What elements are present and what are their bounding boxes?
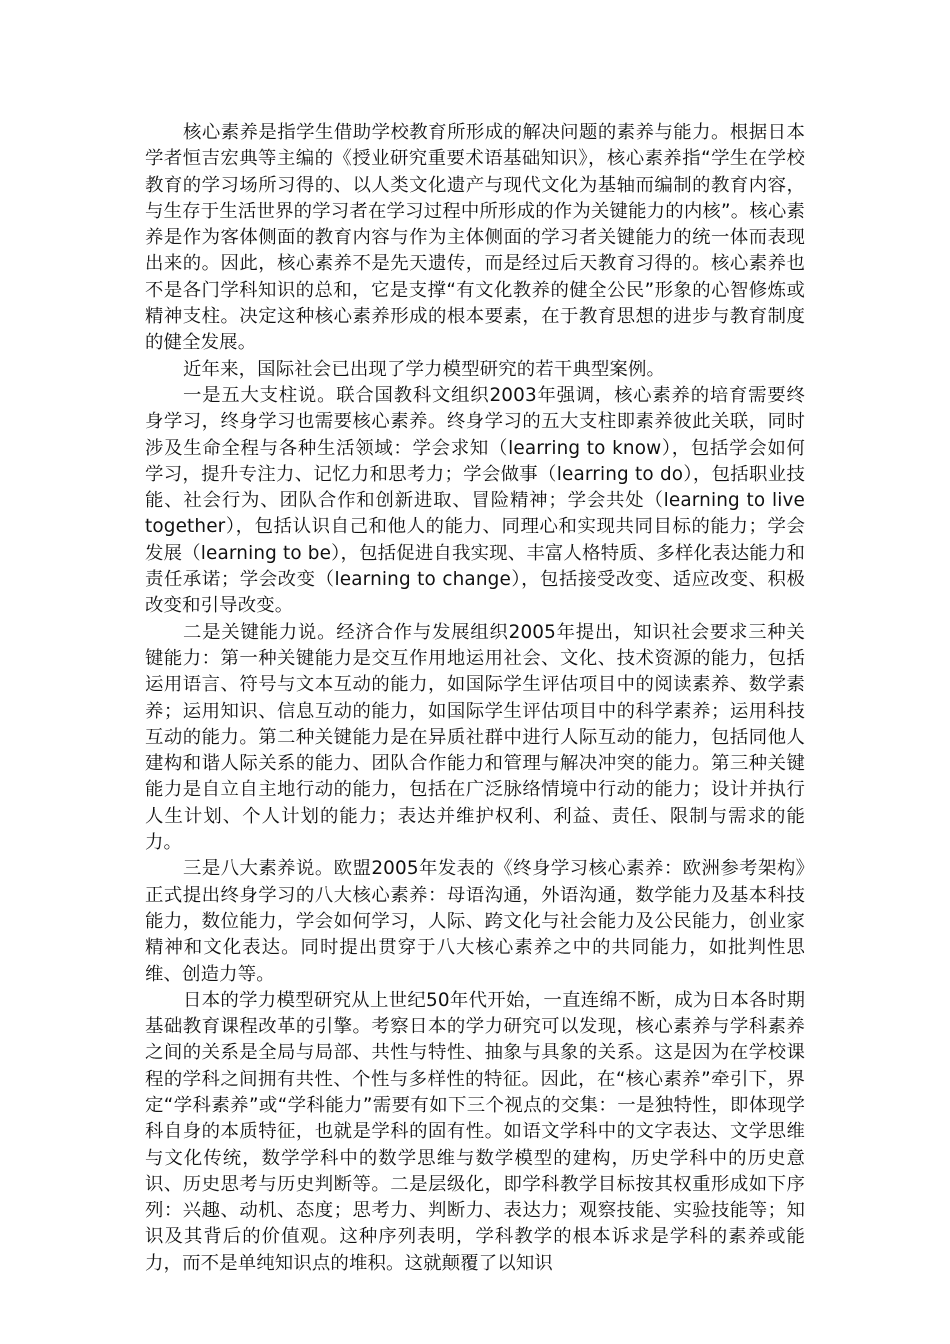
paragraph-international-cases-intro: 近年来，国际社会已出现了学力模型研究的若干典型案例。 [183,358,666,380]
paragraph-key-competencies: 二是关键能力说。经济合作与发展组织2005年提出，知识社会要求三种关键能力：第一种关键能力是交互作用地运用社会、文化、技术资源的能力，包括运用语言、符号与文本互动的能力，如国际学生评估项目中的阅读素养、数学素养；运用知识、信息互动的能力，如国际学生评估项目中的科学素养；运用科技互动的能力。第二种关键能力是在异质社群中进行人际互动的能力，包括同他人建构和谐人际关系的能力、团队合作能力和管理与解决冲突的能力。第三种关键能力是自立自主地行动的能力，包括在广泛脉络情境中行动的能力；设计并执行人生计划、个人计划的能力；表达并维护权利、利益、责任、限制与需求的能力。 [145,621,805,854]
paragraph-core-literacy-definition: 核心素养是指学生借助学校教育所形成的解决问题的素养与能力。根据日本学者恒吉宏典等主编的《授业研究重要术语基础知识》，核心素养指“学生在学校教育的学习场所习得的、以人类文化遗产与现代文化为基轴而编制的教育内容，与生存于生活世界的学习者在学习过程中所形成的作为关键能力的内核”。核心素养是作为客体侧面的教育内容与作为主体侧面的学习者关键能力的统一体而表现出来的。因此，核心素养不是先天遗传，而是经过后天教育习得的。核心素养也不是各门学科知识的总和，它是支撑“有文化教养的健全公民”形象的心智修炼或精神支柱。决定这种核心素养形成的根本要素，在于教育思想的进步与教育制度的健全发展。 [145,122,805,354]
paragraph-five-pillars: 一是五大支柱说。联合国教科文组织2003年强调，核心素养的培育需要终身学习，终身学习也需要核心素养。终身学习的五大支柱即素养彼此关联，同时涉及生命全程与各种生活领域：学会求知（learring to know），包括学会如何学习，提升专注力、记忆力和思考力；学会做事（learring to do），包括职业技能、社会行为、团队合作和创新进取、冒险精神；学会共处（learning to live together），包括认识自己和他人的能力、同理心和实现共同目标的能力；学会发展（learning to be），包括促进自我实现、丰富人格特质、多样化表达能力和责任承诺；学会改变（learning to change），包括接受改变、适应改变、积极改变和引导改变。 [145,384,805,617]
paragraph-eight-competences: 三是八大素养说。欧盟2005年发表的《终身学习核心素养：欧洲参考架构》正式提出终身学习的八大核心素养：母语沟通，外语沟通，数学能力及基本科技能力，数位能力，学会如何学习，人际、跨文化与社会能力及公民能力，创业家精神和文化表达。同时提出贯穿于八大核心素养之中的共同能力，如批判性思维、创造力等。 [145,858,805,985]
paragraph-japan-research: 日本的学力模型研究从上世纪50年代开始，一直连绵不断，成为日本各时期基础教育课程改革的引擎。考察日本的学力研究可以发现，核心素养与学科素养之间的关系是全局与局部、共性与特性、抽象与具象的关系。这是因为在学校课程的学科之间拥有共性、个性与多样性的特征。因此，在“核心素养”牵引下，界定“学科素养”或“学科能力”需要有如下三个视点的交集：一是独特性，即体现学科自身的本质特征，也就是学科的固有性。如语文学科中的文字表达、文学思维与文化传统，数学学科中的数学思维与数学模型的建构，历史学科中的历史意识、历史思考与历史判断等。二是层级化，即学科教学目标按其权重形成如下序列：兴趣、动机、态度；思考力、判断力、表达力；观察技能、实验技能等；知识及其背后的价值观。这种序列表明，学科教学的根本诉求是学科的素养或能力，而不是单纯知识点的堆积。这就颠覆了以知识 [145,989,805,1274]
document-page [145,120,805,1277]
